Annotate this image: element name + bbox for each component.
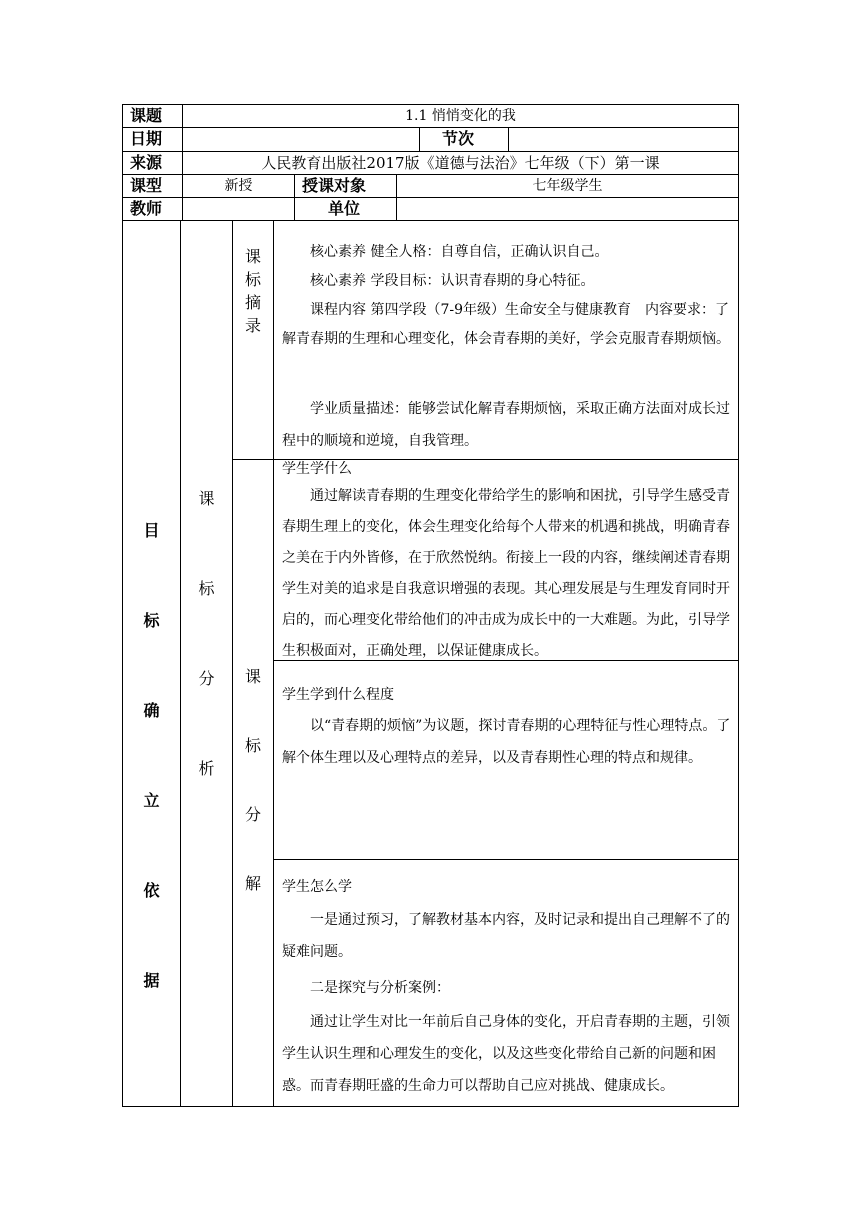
excerpt-p3: 课程内容 第四学段（7-9年级）生命安全与健康教育 内容要求：了解青春期的生理和心理变化，体会青春期的美好，学会克服青春期烦恼。 <box>282 302 730 347</box>
table-border <box>738 104 739 1107</box>
analysis-label <box>181 486 232 776</box>
table-border <box>122 1106 739 1107</box>
type-value: 新授 <box>224 178 253 194</box>
decompose-char: 标 <box>244 736 261 755</box>
table-border <box>122 174 739 175</box>
excerpt-p4: 学业质量描述：能够尝试化解青春期烦恼，采取正确方法面对成长过程中的顺境和逆境，自我管理。 <box>282 401 730 449</box>
audience-value: 七年级学生 <box>532 178 603 194</box>
goal-basis-char: 据 <box>143 971 160 990</box>
table-border <box>232 459 739 460</box>
excerpt-char: 录 <box>244 316 261 335</box>
excerpt-char: 摘 <box>244 293 261 312</box>
table-border <box>122 104 739 105</box>
learn-how-p1: 一是通过预习，了解教材基本内容，及时记录和提出自己理解不了的疑难问题。 <box>282 912 730 960</box>
decompose-char: 分 <box>244 805 261 824</box>
decompose-label <box>233 664 273 891</box>
type-label: 课型 <box>130 176 163 195</box>
topic-value: 1.1 悄悄变化的我 <box>405 108 516 124</box>
unit-label: 单位 <box>328 199 361 218</box>
excerpt-p1: 核心素养 健全人格：自尊自信，正确认识自己。 <box>310 244 609 260</box>
audience-label: 授课对象 <box>302 176 367 195</box>
topic-label: 课题 <box>130 106 163 125</box>
analysis-char: 标 <box>198 579 215 598</box>
learn-how-title: 学生怎么学 <box>282 879 352 895</box>
table-border <box>122 197 739 198</box>
learn-degree-body: 以“青春期的烦恼”为议题，探讨青春期的心理特征与性心理特点。了解个体生理以及心理特点的差异，以及青春期性心理的特点和规律。 <box>282 718 731 766</box>
source-label: 来源 <box>130 153 163 172</box>
excerpt-char: 标 <box>244 270 261 289</box>
table-border <box>122 127 739 128</box>
teacher-label: 教师 <box>130 199 163 218</box>
analysis-char: 分 <box>198 669 215 688</box>
decompose-char: 课 <box>244 667 261 686</box>
goal-basis-char: 目 <box>143 521 160 540</box>
period-label: 节次 <box>442 129 475 148</box>
table-border <box>508 127 509 151</box>
table-border <box>294 174 295 220</box>
goal-basis-label <box>123 518 180 988</box>
analysis-char: 课 <box>198 489 215 508</box>
analysis-char: 析 <box>198 759 215 778</box>
table-border <box>419 127 420 151</box>
table-border <box>122 151 739 152</box>
learn-what-body: 通过解读青春期的生理变化带给学生的影响和困扰，引导学生感受青春期生理上的变化，体会生理变化给每个人带来的机遇和挑战，明确青春之美在于内外皆修，在于欣然悦纳。衔接上一段的内容，继续阐述青春期学生对美的追求是自我意识增强的表现。其心理发展是与生理发育同时开启的，而心理变化带给他们的冲击成为成长中的一大难题。为此，引导学生积极面对，正确处理，以保证健康成长。 <box>282 488 730 659</box>
table-border <box>273 859 739 860</box>
source-value: 人民教育出版社2017版《道德与法治》七年级（下）第一课 <box>261 154 660 172</box>
learn-how-p2: 二是探究与分析案例： <box>310 980 450 996</box>
excerpt-char: 课 <box>244 247 261 266</box>
table-border <box>122 220 739 221</box>
decompose-char: 解 <box>244 874 261 893</box>
goal-basis-char: 立 <box>143 791 160 810</box>
learn-what-title: 学生学什么 <box>282 461 352 477</box>
goal-basis-char: 标 <box>143 611 160 630</box>
table-border <box>273 220 274 1107</box>
learn-how-p3: 通过让学生对比一年前后自己身体的变化，开启青春期的主题，引领学生认识生理和心理发生的变化，以及这些变化带给自己新的问题和困惑。而青春期旺盛的生命力可以帮助自己应对挑战、健康成长。 <box>282 1014 730 1094</box>
learn-degree-title: 学生学到什么程度 <box>282 687 394 703</box>
goal-basis-char: 依 <box>143 881 160 900</box>
excerpt-p2: 核心素养 学段目标：认识青春期的身心特征。 <box>310 273 595 289</box>
excerpt-label <box>233 244 273 336</box>
goal-basis-char: 确 <box>143 701 160 720</box>
date-label: 日期 <box>130 129 163 148</box>
